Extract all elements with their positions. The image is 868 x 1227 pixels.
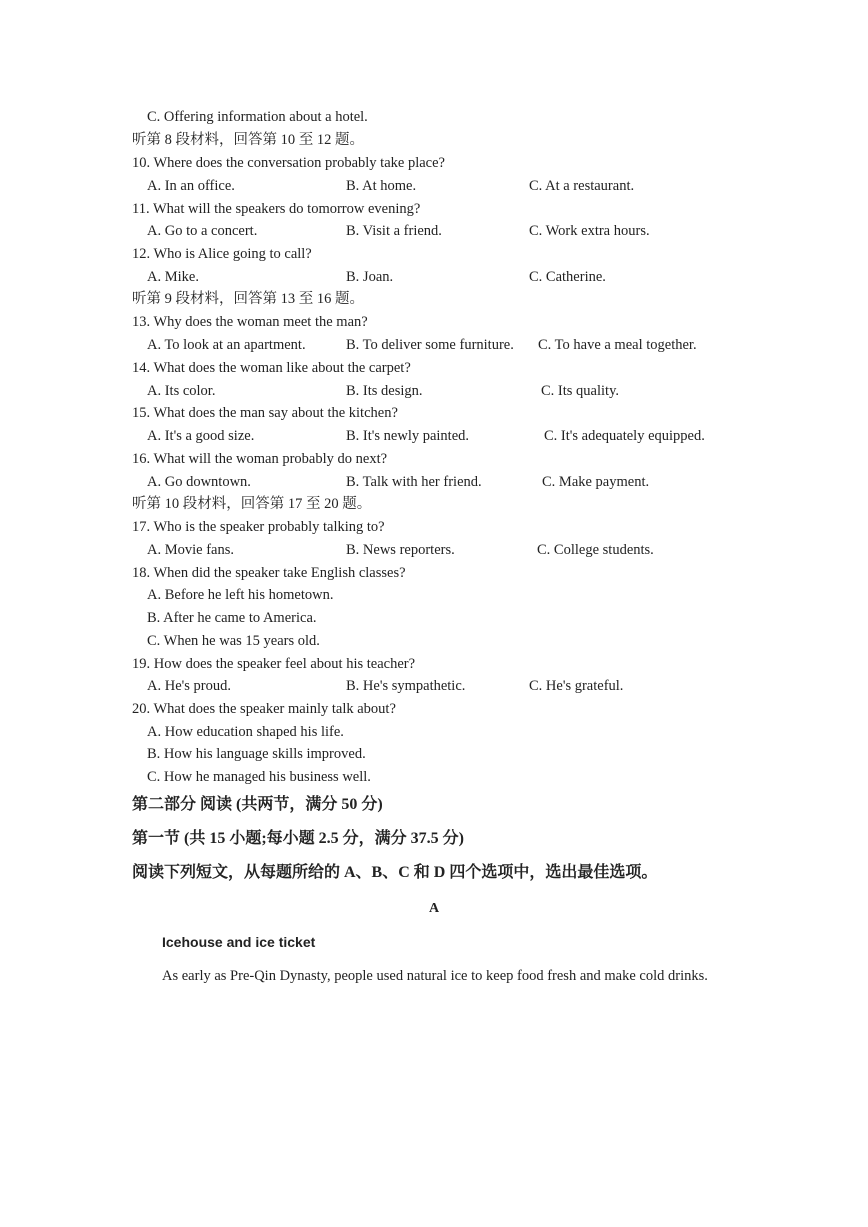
passage-label: A (428, 901, 440, 916)
option-b: B. To deliver some furniture. (346, 337, 514, 353)
option-a: A. Movie fans. (147, 542, 234, 558)
option-b: B. How his language skills improved. (147, 746, 366, 762)
option-a: A. Mike. (147, 269, 199, 285)
option-b: B. After he came to America. (147, 610, 317, 626)
section-instruction: 听第 9 段材料，回答第 13 至 16 题。 (132, 291, 364, 307)
question-17: 17. Who is the speaker probably talking to? (132, 519, 385, 535)
option-a: A. How education shaped his life. (147, 724, 344, 740)
option-c: C. College students. (537, 542, 654, 558)
option-c: C. To have a meal together. (538, 337, 697, 353)
question-13: 13. Why does the woman meet the man? (132, 314, 368, 330)
question-12: 12. Who is Alice going to call? (132, 246, 312, 262)
option-a: A. Go to a concert. (147, 223, 258, 239)
option-a: A. It's a good size. (147, 428, 255, 444)
option-a: A. To look at an apartment. (147, 337, 306, 353)
option-a: A. Go downtown. (147, 474, 251, 490)
passage-title: Icehouse and ice ticket (162, 934, 316, 950)
section-instruction: 听第 8 段材料，回答第 10 至 12 题。 (132, 132, 364, 148)
question-16: 16. What will the woman probably do next? (132, 451, 388, 467)
option-a: A. In an office. (147, 178, 235, 194)
part-heading: 第二部分 阅读 (共两节，满分 50 分) (132, 796, 383, 813)
question-19: 19. How does the speaker feel about his teacher? (132, 656, 416, 672)
option-c: C. Work extra hours. (529, 223, 650, 239)
option-a: A. Its color. (147, 383, 216, 399)
option-c: C. It's adequately equipped. (544, 428, 705, 444)
question-20: 20. What does the speaker mainly talk about? (132, 701, 396, 717)
option-c: C. Make payment. (542, 474, 650, 490)
option-b: B. It's newly painted. (346, 428, 470, 444)
option-c: C. Catherine. (529, 269, 606, 285)
option-b: B. Talk with her friend. (346, 474, 482, 490)
option-b: B. At home. (346, 178, 417, 194)
option-c: C. At a restaurant. (529, 178, 635, 194)
question-14: 14. What does the woman like about the carpet? (132, 360, 411, 376)
question-10: 10. Where does the conversation probably take place? (132, 155, 445, 171)
option-c: C. When he was 15 years old. (147, 633, 320, 649)
section-instruction: 听第 10 段材料，回答第 17 至 20 题。 (132, 496, 372, 512)
option-b: B. Joan. (346, 269, 394, 285)
reading-instruction: 阅读下列短文，从每题所给的 A、B、C 和 D 四个选项中，选出最佳选项。 (132, 864, 658, 881)
option-b: B. He's sympathetic. (346, 678, 466, 694)
option-c: C. He's grateful. (529, 678, 624, 694)
question-15: 15. What does the man say about the kitchen? (132, 405, 398, 421)
question-18: 18. When did the speaker take English classes? (132, 565, 406, 581)
option-b: B. Its design. (346, 383, 423, 399)
option-a: A. Before he left his hometown. (147, 587, 334, 603)
section-heading: 第一节 (共 15 小题;每小题 2.5 分，满分 37.5 分) (132, 830, 464, 847)
option-c: C. How he managed his business well. (147, 769, 371, 785)
question-11: 11. What will the speakers do tomorrow evening? (132, 201, 421, 217)
option-b: B. News reporters. (346, 542, 455, 558)
passage-text: As early as Pre-Qin Dynasty, people used natural ice to keep food fresh and make cold drinks. (162, 968, 708, 984)
option-a: A. He's proud. (147, 678, 231, 694)
option-b: B. Visit a friend. (346, 223, 442, 239)
option-text: C. Offering information about a hotel. (147, 109, 368, 125)
option-c: C. Its quality. (541, 383, 620, 399)
